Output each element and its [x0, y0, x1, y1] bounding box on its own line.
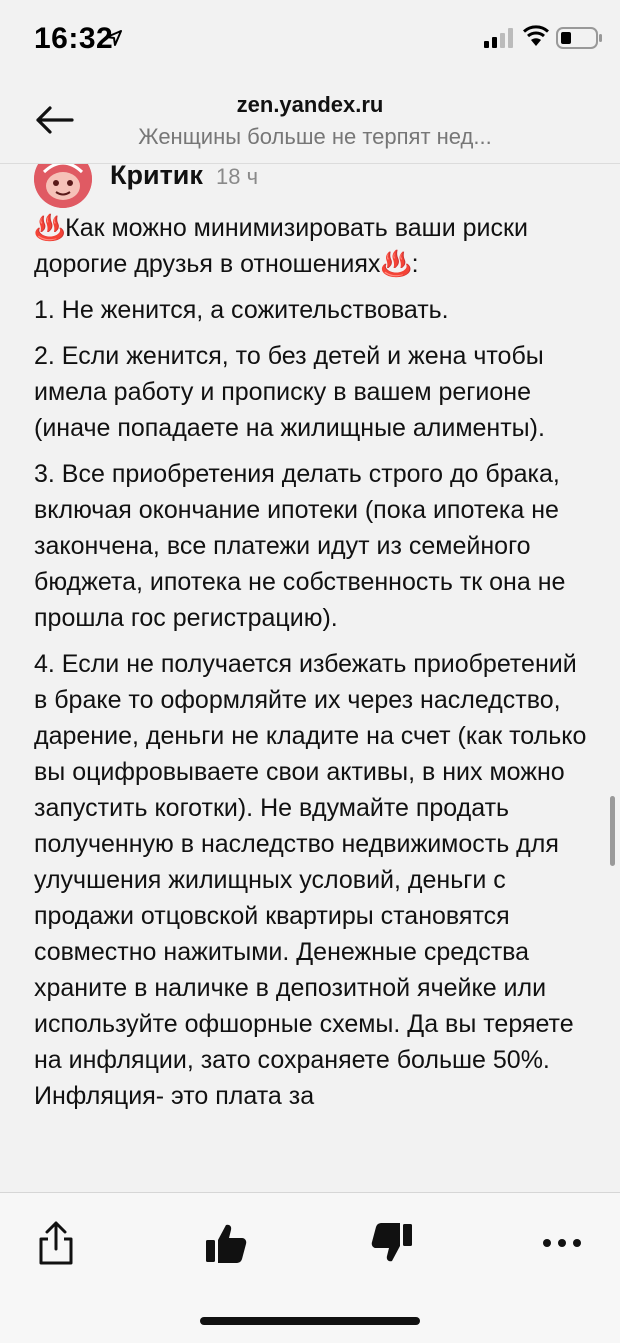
comment-intro [34, 210, 594, 282]
comment-author[interactable]: Критик [110, 164, 203, 190]
comment-paragraph: 2. Если женится, то без детей и жена чтобы имела работу и прописку в вашем регионе (иначе попадаете на жилищные алименты). [34, 342, 545, 442]
comment-content[interactable] [0, 164, 620, 1192]
scroll-indicator[interactable] [610, 796, 615, 866]
dislike-button[interactable] [362, 1215, 422, 1271]
browser-nav-bar [0, 80, 620, 164]
page-domain[interactable]: zen.yandex.ru [236, 92, 384, 117]
share-button[interactable] [26, 1215, 86, 1271]
cellular-signal-icon [484, 28, 516, 48]
comment-body [34, 210, 594, 1124]
thumbs-down-icon [370, 1221, 414, 1265]
hot-springs-emoji: ♨️ [380, 250, 412, 278]
share-icon [35, 1219, 77, 1267]
comment-paragraph: 4. Если не получается избежать приобретений в браке то оформляйте их через наследство, дарение, деньги не кладите на счет (как только вы оцифровываете свои активы, в них можно запустить коготки). Не вдумайте продать полученную в наследство недвижимость для улучшения жилищных условий, деньги с продажи отцовской квартиры становятся совместно нажитыми. Денежные средства храните в наличке в депозитной ячейке или используйте офшорные схемы. Да вы теряете на инфляции, зато сохраняете больше 50%. Инфляция- это плата за [34, 650, 587, 1110]
wifi-icon [522, 24, 550, 48]
page-title[interactable]: Женщины больше не терпят нед... [138, 124, 492, 149]
status-bar [0, 0, 620, 80]
avatar[interactable] [34, 164, 92, 208]
location-arrow-icon [106, 30, 122, 46]
more-icon [542, 1238, 582, 1248]
like-button[interactable] [196, 1215, 256, 1271]
comment-intro-suffix: : [411, 250, 419, 278]
status-time: 16:32 [34, 22, 114, 55]
comment-header [0, 164, 620, 206]
bottom-toolbar [0, 1192, 620, 1343]
avatar-face-icon [34, 164, 92, 208]
thumbs-up-icon [204, 1221, 248, 1265]
battery-icon [556, 26, 604, 50]
more-button[interactable] [532, 1215, 592, 1271]
comment-intro-text: Как можно минимизировать ваши риски дорогие друзья в отношениях [34, 214, 528, 278]
home-indicator[interactable] [200, 1317, 420, 1325]
comment-paragraph: 3. Все приобретения делать строго до брака, включая окончание ипотеки (пока ипотека не закончена, все платежи идут из семейного бюджета, ипотека не собственность тк она не прошла гос регистрацию). [34, 460, 566, 632]
comment-paragraph: 1. Не женится, а сожительствовать. [34, 296, 449, 324]
comment-time: 18 ч [216, 164, 259, 189]
hot-springs-emoji: ♨️ [34, 214, 66, 242]
